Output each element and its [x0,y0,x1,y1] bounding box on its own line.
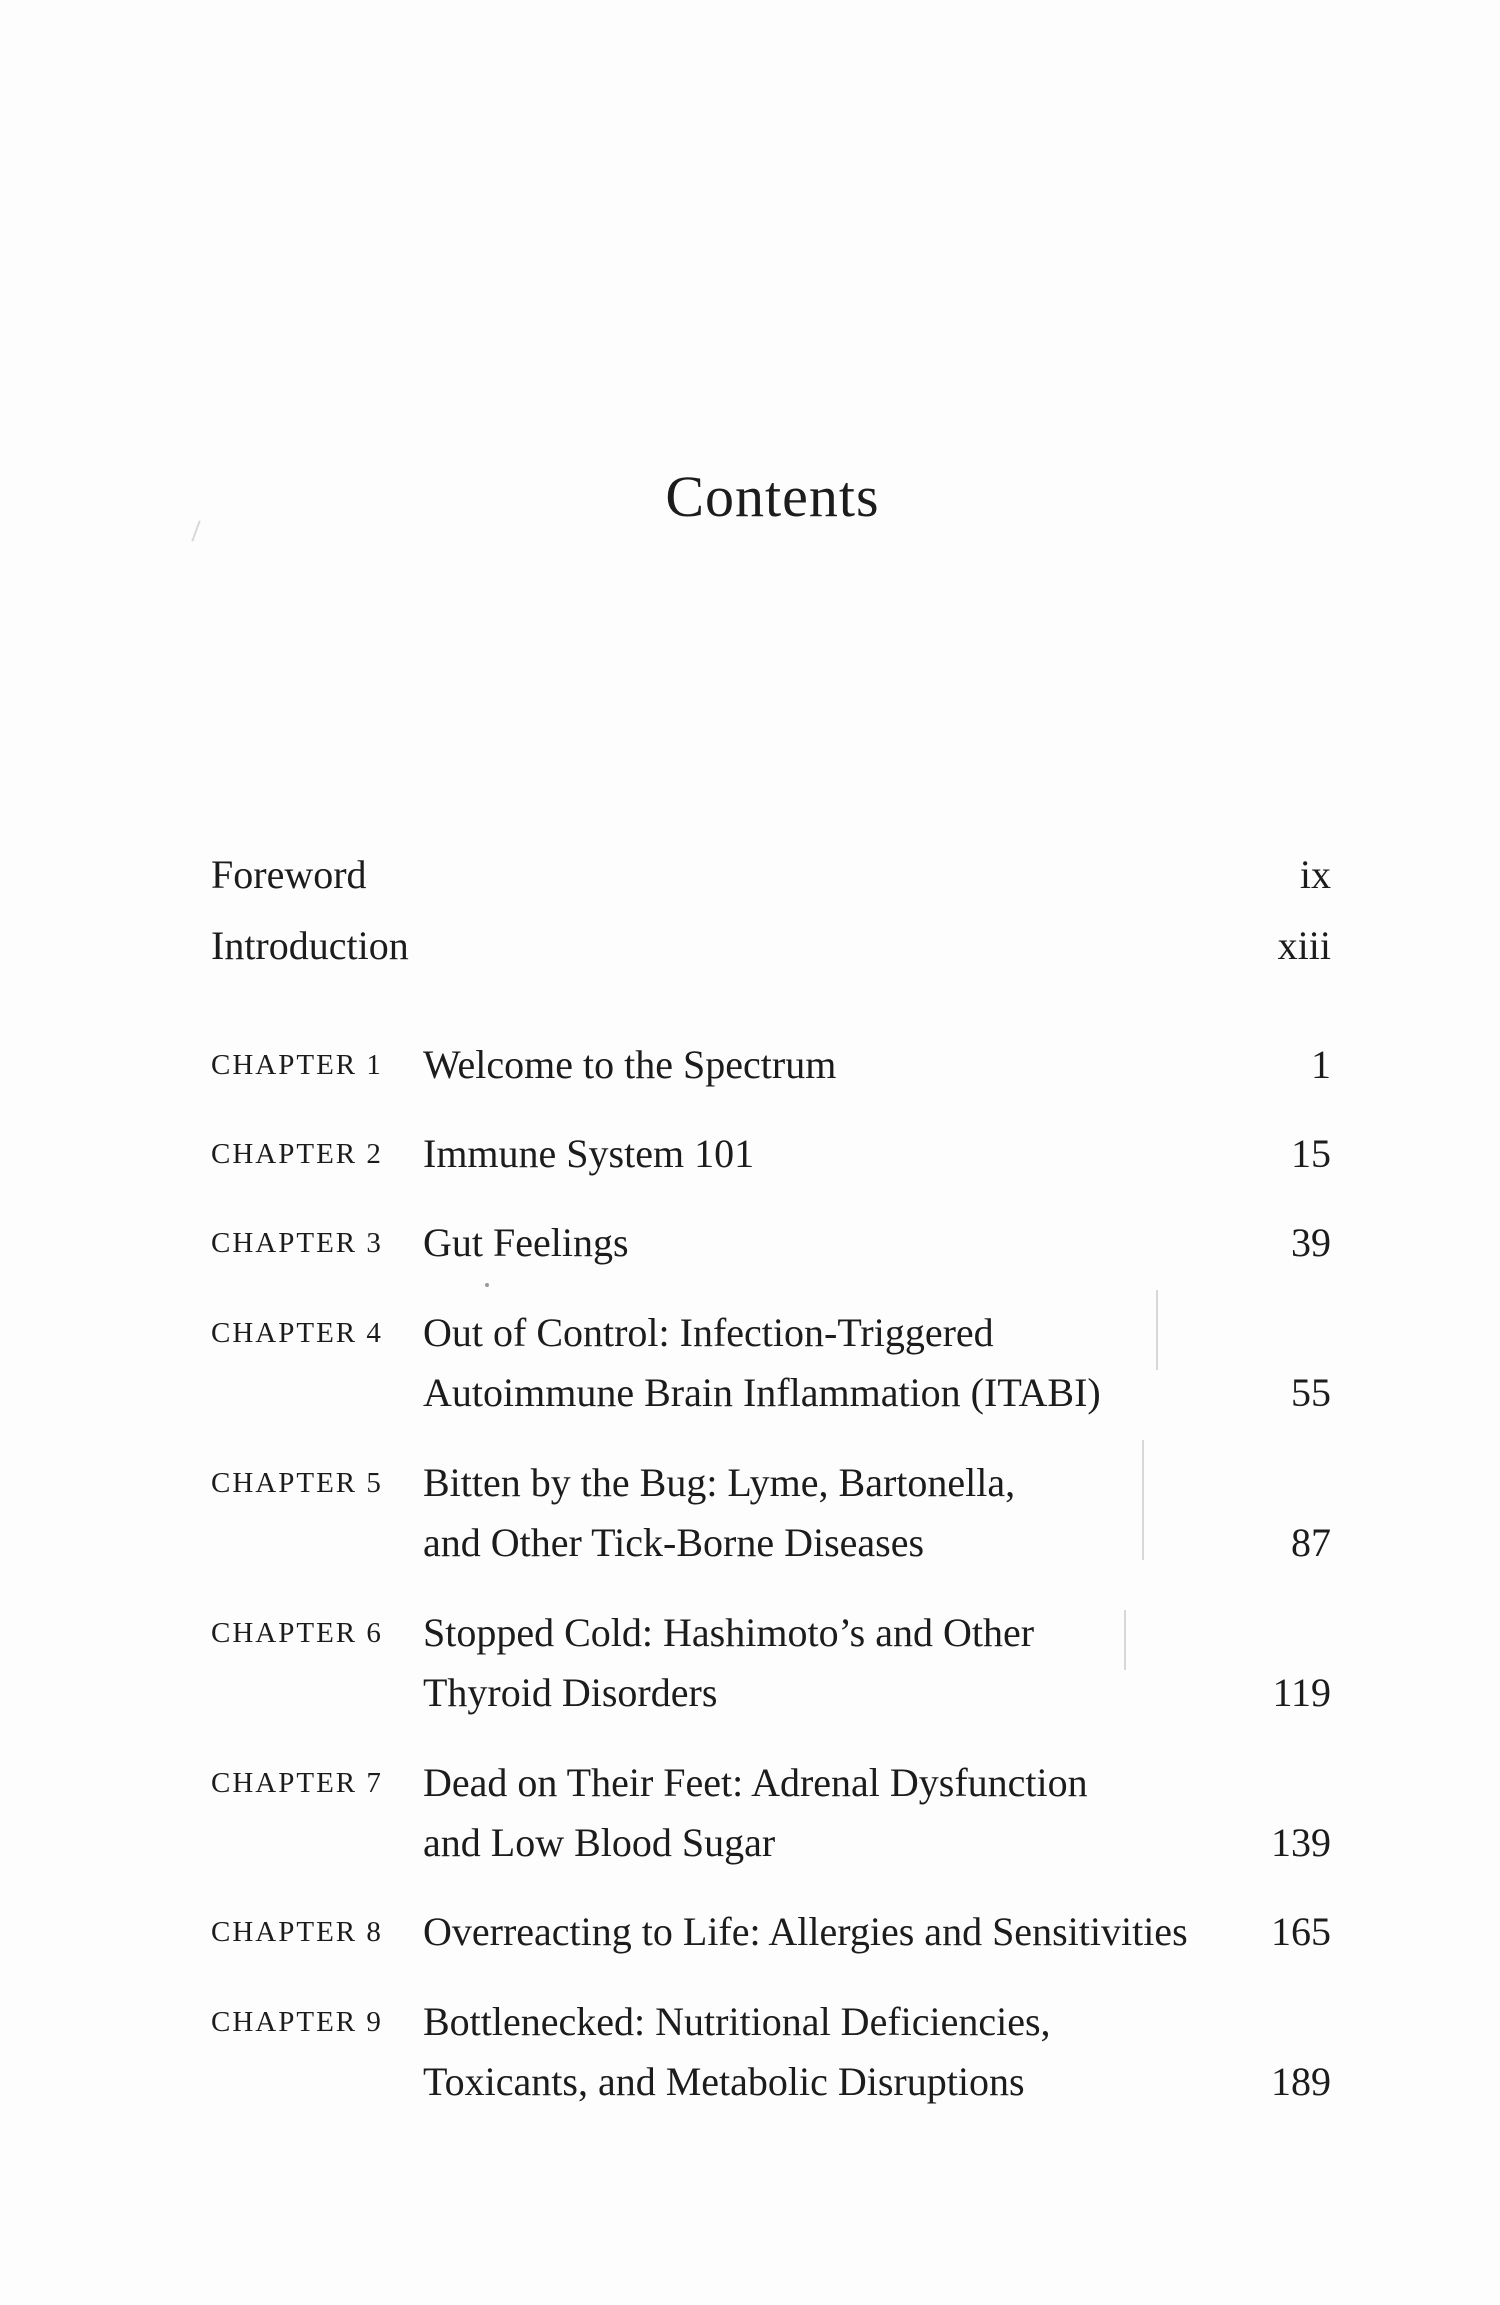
chapter-title-line: Autoimmune Brain Inflammation (ITABI) [423,1370,1101,1415]
toc-entry-label: Foreword [211,852,367,897]
scan-scratch [1156,1290,1158,1370]
chapter-title-line: and Low Blood Sugar [423,1820,776,1865]
toc-chapter-1 [211,1035,1331,1095]
scan-speck [485,1283,489,1287]
chapter-number: CHAPTER 7 [211,1767,383,1799]
chapter-title-line: and Other Tick-Borne Diseases [423,1520,925,1565]
chapter-number: CHAPTER 5 [211,1467,383,1499]
toc-chapter-7 [211,1753,1331,1873]
chapter-page: 55 [1291,1370,1331,1415]
toc-entry-label: Introduction [211,923,409,968]
chapter-page: 39 [1291,1220,1331,1265]
chapter-title-line: Toxicants, and Metabolic Disruptions [423,2059,1025,2104]
scan-scratch [1124,1610,1126,1670]
chapter-title [423,1035,1203,1095]
chapter-title-line: Stopped Cold: Hashimoto’s and Other [423,1610,1035,1655]
chapter-page: 1 [1311,1042,1331,1087]
scan-scratch [1142,1440,1144,1560]
toc-chapter-6 [211,1603,1331,1723]
chapter-title [423,1124,1203,1184]
chapter-title-line: Welcome to the Spectrum [423,1042,837,1087]
chapter-title [423,1902,1223,1962]
chapter-title-line: Gut Feelings [423,1220,629,1265]
chapter-page: 15 [1291,1131,1331,1176]
chapter-title-line: Bitten by the Bug: Lyme, Bartonella, [423,1460,1016,1505]
chapter-number: CHAPTER 2 [211,1138,383,1170]
chapter-number: CHAPTER 1 [211,1049,383,1081]
chapter-title [423,1213,1203,1273]
toc-chapter-9 [211,1992,1331,2112]
chapter-page: 119 [1272,1670,1331,1715]
chapter-title-line: Out of Control: Infection-Triggered [423,1310,994,1355]
toc-chapter-2 [211,1124,1331,1184]
chapter-number: CHAPTER 9 [211,2006,383,2038]
chapter-title [423,1992,1203,2112]
page-title: Contents [665,464,880,529]
chapter-number: CHAPTER 8 [211,1916,383,1948]
toc-entry-page: xiii [1277,923,1331,968]
chapter-title [423,1303,1203,1423]
chapter-page: 165 [1271,1909,1331,1954]
chapter-number: CHAPTER 6 [211,1617,383,1649]
toc-chapter-5 [211,1453,1331,1573]
chapter-page: 139 [1271,1820,1331,1865]
chapter-page: 87 [1291,1520,1331,1565]
chapter-title-line: Dead on Their Feet: Adrenal Dysfunction [423,1760,1088,1805]
toc-chapter-8 [211,1902,1331,1962]
chapter-title [423,1603,1203,1723]
chapter-number: CHAPTER 4 [211,1317,383,1349]
toc-entry-page: ix [1299,852,1331,897]
chapter-title-line: Overreacting to Life: Allergies and Sensitivities [423,1909,1188,1954]
chapter-title-line: Bottlenecked: Nutritional Deficiencies, [423,1999,1051,2044]
chapter-title [423,1753,1203,1873]
toc-chapter-4 [211,1303,1331,1423]
chapter-number: CHAPTER 3 [211,1227,383,1259]
chapter-title-line: Thyroid Disorders [423,1670,718,1715]
toc-chapter-3 [211,1213,1331,1273]
chapter-title [423,1453,1203,1573]
chapter-page: 189 [1271,2059,1331,2104]
chapter-title-line: Immune System 101 [423,1131,755,1176]
